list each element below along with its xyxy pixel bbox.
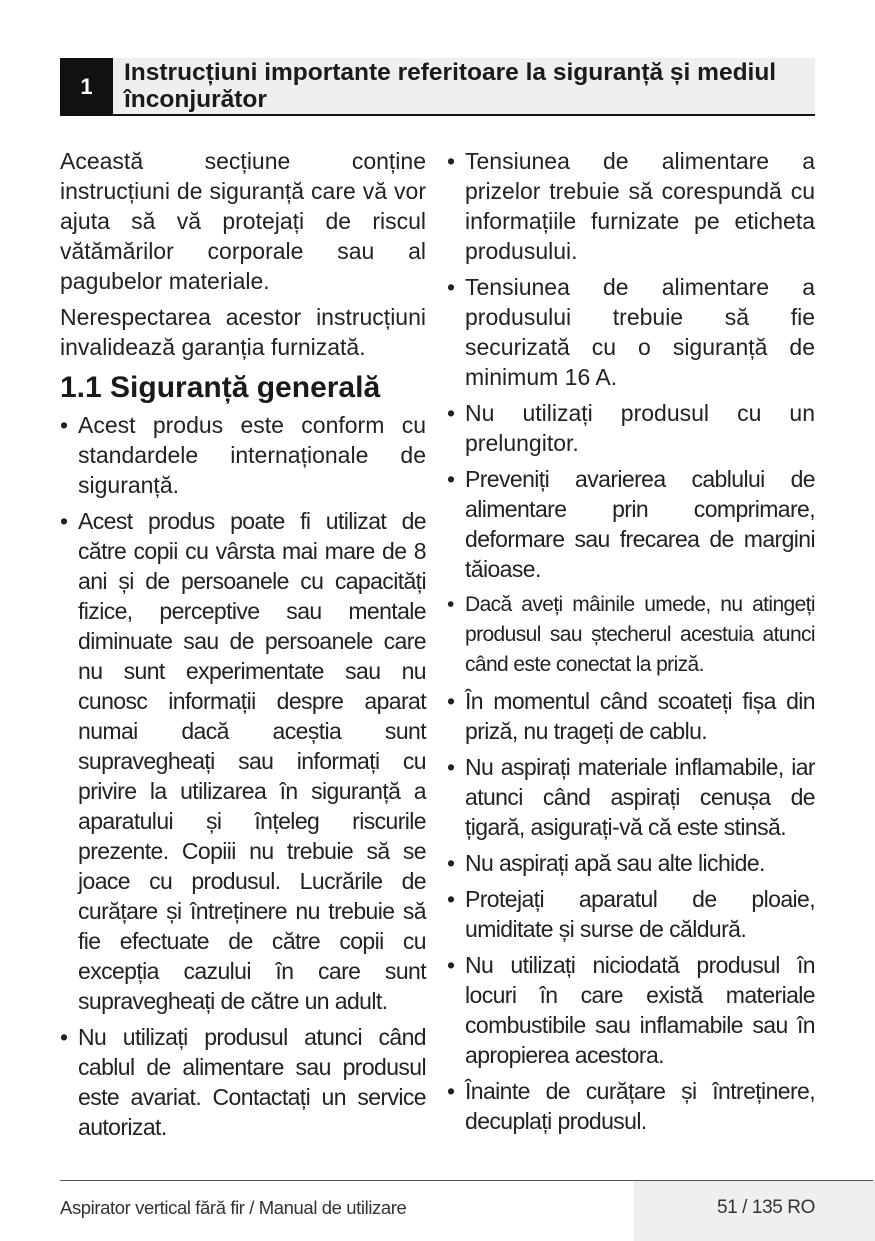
- list-item: [60, 506, 426, 1016]
- right-bullet-list: [447, 146, 815, 1136]
- bullet-icon: •: [447, 274, 456, 300]
- bullet-icon: •: [447, 688, 455, 714]
- list-item: [60, 1022, 426, 1142]
- footer-page-box: [634, 1181, 875, 1241]
- list-item: [447, 1076, 815, 1136]
- list-item-text: Nu utilizați produsul cu un prelungitor.: [465, 400, 815, 456]
- list-item-text: Nu aspirați materiale inflamabile, iar atunci când aspirați cenușa de țigară, asigurați-vă că este stinsă.: [465, 754, 815, 840]
- section-title-box: [113, 58, 815, 116]
- left-column: [60, 146, 426, 1148]
- bullet-icon: •: [60, 1024, 68, 1050]
- bullet-icon: •: [447, 466, 455, 492]
- section-number: 1: [60, 58, 113, 116]
- list-item: [447, 464, 815, 584]
- bullet-icon: •: [447, 952, 455, 978]
- section-header: [60, 58, 815, 116]
- right-column: [447, 146, 815, 1142]
- list-item-text: Înainte de curățare și întreținere, decuplați produsul.: [465, 1078, 815, 1134]
- bullet-icon: •: [447, 400, 456, 426]
- list-item-text: În momentul când scoateți fișa din priză, nu trageți de cablu.: [465, 688, 815, 744]
- page-number: 51 / 135 RO: [716, 1197, 815, 1218]
- list-item-text: Nu utilizați niciodată produsul în locuri în care există materiale combustibile sau inflamabile sau în apropierea acestora.: [465, 952, 815, 1068]
- list-item: [447, 272, 815, 392]
- list-item: [447, 686, 815, 746]
- list-item: [447, 848, 815, 878]
- bullet-icon: •: [60, 508, 68, 534]
- bullet-icon: •: [447, 850, 455, 876]
- bullet-icon: •: [447, 886, 455, 912]
- list-item-text: Protejați aparatul de ploaie, umiditate și surse de căldură.: [465, 886, 815, 942]
- list-item-text: Tensiunea de alimentare a produsului trebuie să fie securizată cu o siguranță de minimum 16 A.: [465, 274, 815, 390]
- bullet-icon: •: [447, 148, 456, 174]
- subsection-heading: 1.1 Siguranță generală: [60, 371, 381, 404]
- bullet-icon: •: [447, 1078, 455, 1104]
- list-item-text: Acest produs poate fi utilizat de către copii cu vârsta mai mare de 8 ani și de persoanele cu capacități fizice, perceptive sau mentale diminuate sau de persoanele care nu sunt experimentate sau nu cunosc informații despre aparat numai dacă aceștia sunt supravegheați sau informați cu privire la utilizarea în siguranță a aparatului și înțeleg riscurile prezente. Copiii nu trebuie să se joace cu produsul. Lucrările de curățare și întreținere nu trebuie să fie efectuate de către copii cu excepția cazului în care sunt supravegheați de către un adult.: [78, 508, 426, 1014]
- list-item: [447, 752, 815, 842]
- intro-paragraph: Această secțiune conține instrucțiuni de siguranță care vă vor ajuta să vă protejați de riscul vătămărilor corporale sau al pagubelor materiale.: [60, 148, 426, 294]
- list-item: [447, 884, 815, 944]
- left-bullet-list: [60, 410, 426, 1142]
- bullet-icon: •: [60, 412, 69, 438]
- list-item-text: Tensiunea de alimentare a prizelor trebuie să corespundă cu informațiile furnizate pe eticheta produsului.: [465, 148, 815, 264]
- list-item-text: Dacă aveți mâinile umede, nu atingeți produsul sau ștecherul acestuia atunci când este conectat la priză.: [465, 593, 815, 676]
- list-item-text: Nu aspirați apă sau alte lichide.: [465, 850, 765, 876]
- list-item-text: Preveniți avarierea cablului de alimentare prin comprimare, deformare sau frecarea de margini tăioase.: [465, 466, 815, 582]
- list-item-text: Acest produs este conform cu standardele internaționale de siguranță.: [78, 412, 426, 498]
- list-item: [447, 398, 815, 458]
- section-title: Instrucțiuni importante referitoare la siguranță și mediul înconjurător: [124, 59, 777, 113]
- warranty-paragraph: Nerespectarea acestor instrucțiuni invalidează garanția furnizată.: [60, 304, 426, 360]
- bullet-icon: •: [447, 754, 455, 780]
- bullet-icon: •: [447, 593, 454, 616]
- footer-title: Aspirator vertical fără fir / Manual de utilizare: [60, 1197, 407, 1218]
- list-item: [447, 590, 815, 680]
- list-item: [60, 410, 426, 500]
- list-item: [447, 950, 815, 1070]
- list-item: [447, 146, 815, 266]
- list-item-text: Nu utilizați produsul atunci când cablul de alimentare sau produsul este avariat. Contactați un service autorizat.: [78, 1024, 426, 1140]
